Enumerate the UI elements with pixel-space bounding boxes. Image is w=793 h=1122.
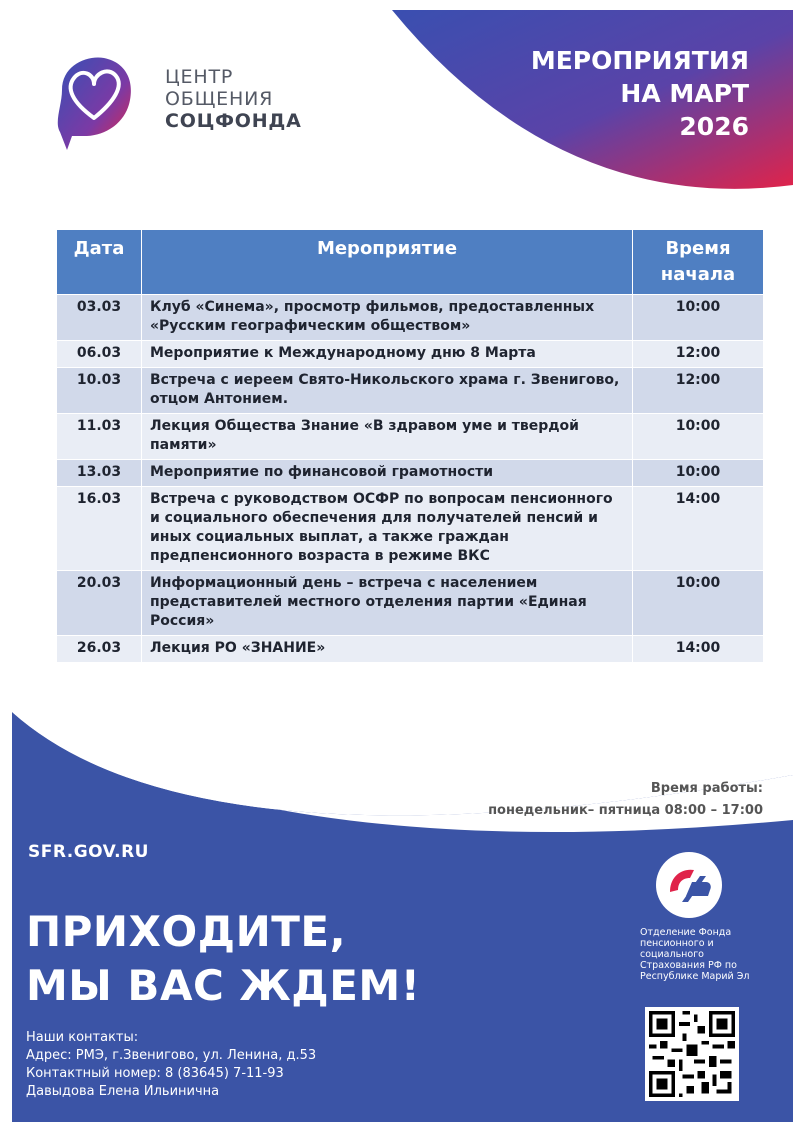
logo-wordmark [165,66,302,132]
logo-line-3: СОЦФОНДА [165,110,302,132]
row-event: Лекция Общества Знание «В здравом уме и твердой памяти» [142,414,633,460]
table-row [57,571,764,636]
header-date: Дата [57,230,142,295]
slogan-line-2: МЫ ВАС ЖДЕМ! [26,961,421,1010]
row-time: 12:00 [633,368,764,414]
contacts-person: Давыдова Елена Ильинична [26,1084,220,1099]
row-date: 03.03 [57,295,142,341]
sfr-logo-icon [656,852,722,918]
page-title [531,44,749,143]
row-date: 26.03 [57,636,142,663]
slogan-line-1: ПРИХОДИТЕ, [26,907,347,956]
row-date: 13.03 [57,460,142,487]
row-event: Мероприятие по финансовой грамотности [142,460,633,487]
row-event: Лекция РО «ЗНАНИЕ» [142,636,633,663]
table-row [57,487,764,571]
sfr-caption: Отделение Фонда пенсионного и социального Страхования РФ по Республике Марий Эл [640,927,750,982]
table-row [57,368,764,414]
qr-code-icon [645,1007,739,1101]
row-date: 16.03 [57,487,142,571]
row-time: 10:00 [633,460,764,487]
contacts-address: Адрес: РМЭ, г.Звенигово, ул. Ленина, д.53 [26,1048,317,1063]
work-hours-value: понедельник– пятница 08:00 – 17:00 [488,803,763,818]
row-event: Клуб «Синема», просмотр фильмов, предоставленных «Русским географическим обществом» [142,295,633,341]
row-time: 10:00 [633,571,764,636]
row-event: Мероприятие к Международному дню 8 Марта [142,341,633,368]
row-date: 10.03 [57,368,142,414]
table-header-row [57,230,764,295]
table-row [57,295,764,341]
events-table [56,229,764,663]
table-row [57,636,764,663]
slogan [26,905,420,1013]
row-event: Информационный день – встреча с населением представителей местного отделения партии «Единая Россия» [142,571,633,636]
title-line-1: МЕРОПРИЯТИЯ [530,46,749,75]
row-time: 10:00 [633,414,764,460]
row-time: 14:00 [633,636,764,663]
table-row [57,460,764,487]
row-time: 14:00 [633,487,764,571]
logo-line-2: ОБЩЕНИЯ [165,88,274,110]
contacts-phone: Контактный номер: 8 (83645) 7-11-93 [26,1066,284,1081]
work-hours-label: Время работы: [650,781,763,796]
heart-chat-logo-icon [52,50,136,150]
header-time: Время начала [633,230,764,295]
contacts-title: Наши контакты: [26,1030,139,1045]
contacts-block [26,1029,316,1101]
title-line-3: 2026 [679,112,749,141]
website-link[interactable]: SFR.GOV.RU [28,842,149,862]
row-time: 12:00 [633,341,764,368]
logo-line-1: ЦЕНТР [165,66,234,88]
row-time: 10:00 [633,295,764,341]
row-date: 11.03 [57,414,142,460]
row-event: Встреча с руководством ОСФР по вопросам пенсионного и социального обеспечения для получателей пенсий и иных социальных выплат, а также граждан предпенсионного возраста в режиме ВКС [142,487,633,571]
table-row [57,341,764,368]
title-line-2: НА МАРТ [620,79,749,108]
row-date: 20.03 [57,571,142,636]
header-event: Мероприятие [142,230,633,295]
row-event: Встреча с иереем Свято-Никольского храма г. Звенигово, отцом Антонием. [142,368,633,414]
row-date: 06.03 [57,341,142,368]
table-row [57,414,764,460]
